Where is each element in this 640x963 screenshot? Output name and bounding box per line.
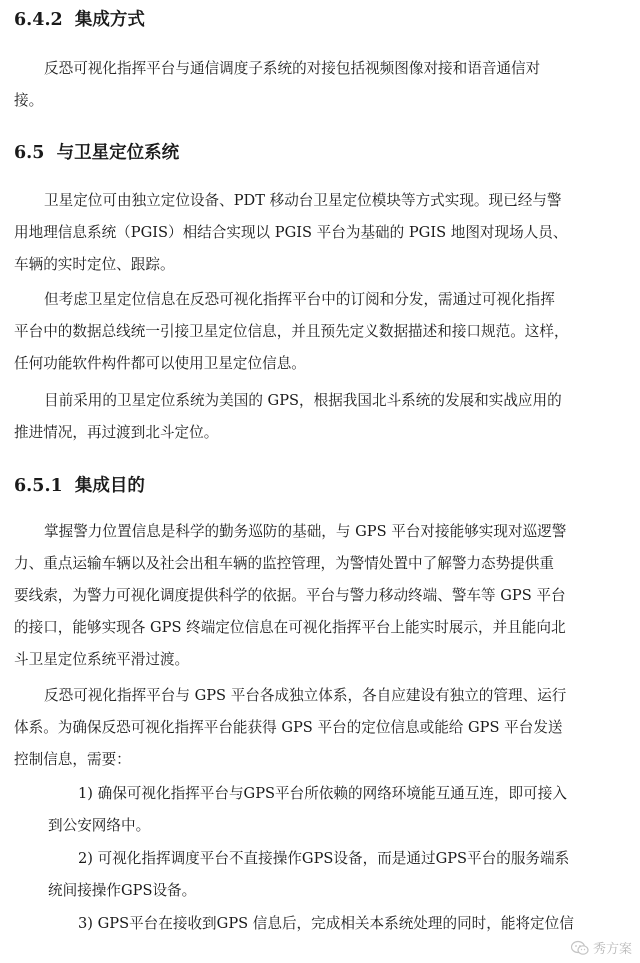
text-line: 的接口，能够实现各 GPS 终端定位信息在可视化指挥平台上能实时展示，并且能向北 (14, 619, 566, 636)
text-line: 平台中的数据总线统一引接卫星定位信息，并且预先定义数据描述和接口规范。这样， (14, 323, 569, 340)
text-line: 掌握警力位置信息是科学的勤务巡防的基础，与 GPS 平台对接能够实现对巡逻警 (44, 523, 567, 540)
text-line: 反恐可视化指挥平台与 GPS 平台各成独立体系，各自应建设有独立的管理、运行 (44, 687, 567, 704)
text-line: 3) GPS平台在接收到GPS 信息后，完成相关本系统处理的同时，能将定位信 (78, 915, 574, 932)
text-line: 任何功能软件构件都可以使用卫星定位信息。 (14, 355, 306, 372)
text-line: 要线索，为警力可视化调度提供科学的依据。平台与警力移动终端、警车等 GPS 平台 (14, 587, 566, 604)
section-number: 6.5.1 (14, 476, 63, 496)
text-line: 接。 (14, 92, 44, 109)
section-title: 与卫星定位系统 (56, 143, 180, 163)
heading-6-5-1 (14, 472, 145, 497)
text-line: 1) 确保可视化指挥平台与GPS平台所依赖的网络环境能互通互连，即可接入 (78, 785, 567, 802)
section-title: 集成方式 (74, 10, 145, 30)
section-number: 6.4.2 (14, 10, 63, 30)
text-line: 用地理信息系统（PGIS）相结合实现以 PGIS 平台为基础的 PGIS 地图对现场人员、 (14, 224, 568, 241)
heading-6-4-2 (14, 6, 145, 31)
heading-6-5 (14, 139, 179, 164)
text-line: 到公安网络中。 (48, 817, 151, 834)
text-line: 力、重点运输车辆以及社会出租车辆的监控管理，为警情处置中了解警力态势提供重 (14, 555, 554, 572)
text-line: 2) 可视化指挥调度平台不直接操作GPS设备，而是通过GPS平台的服务端系 (78, 850, 570, 867)
text-line: 车辆的实时定位、跟踪。 (14, 256, 175, 273)
text-line: 控制信息，需要： (14, 751, 131, 768)
text-line: 斗卫星定位系统平滑过渡。 (14, 651, 190, 668)
text-line: 统间接操作GPS设备。 (48, 882, 197, 899)
wechat-icon (571, 940, 589, 956)
text-line: 推进情况，再过渡到北斗定位。 (14, 424, 219, 441)
text-line: 但考虑卫星定位信息在反恐可视化指挥平台中的订阅和分发，需通过可视化指挥 (44, 291, 555, 308)
text-line: 反恐可视化指挥平台与通信调度子系统的对接包括视频图像对接和语音通信对 (44, 60, 541, 77)
section-title: 集成目的 (74, 476, 145, 496)
watermark-text: 秀方案 (592, 942, 632, 957)
section-number: 6.5 (14, 143, 45, 163)
text-line: 体系。为确保反恐可视化指挥平台能获得 GPS 平台的定位信息或能给 GPS 平台发送 (14, 719, 563, 736)
text-line: 目前采用的卫星定位系统为美国的 GPS，根据我国北斗系统的发展和实战应用的 (44, 392, 562, 409)
text-line: 卫星定位可由独立定位设备、PDT 移动台卫星定位模块等方式实现。现已经与警 (44, 192, 562, 209)
watermark (571, 938, 632, 957)
